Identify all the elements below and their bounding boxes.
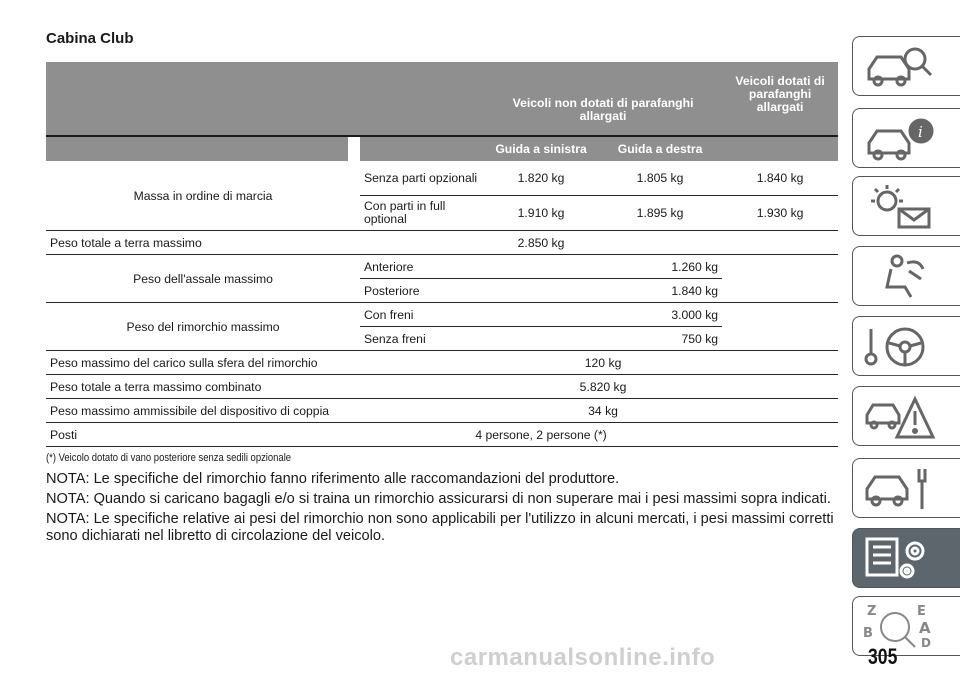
cell-value: 1.910 kg: [484, 196, 598, 231]
row-label-kerb-mass: Massa in ordine di marcia: [46, 161, 360, 231]
tab-car-search[interactable]: [852, 36, 960, 96]
cell-value: 120 kg: [484, 351, 722, 375]
cell-value: 5.820 kg: [484, 375, 722, 399]
seat-airbag-icon: [863, 253, 937, 301]
svg-text:B: B: [863, 626, 873, 641]
table-row: [46, 231, 838, 255]
row-label-trailer: Peso del rimorchio massimo: [46, 303, 360, 351]
car-wrench-icon: [863, 465, 937, 513]
cell-value: 1.805 kg: [598, 161, 722, 196]
weights-table: [46, 62, 838, 447]
cell-value: 2.850 kg: [360, 231, 722, 255]
table-header-row: [46, 62, 838, 136]
car-warning-triangle-icon: [863, 393, 937, 441]
row-label-seats: Posti: [46, 423, 360, 447]
tab-starting-driving[interactable]: [852, 316, 960, 376]
tab-car-info[interactable]: [852, 108, 960, 168]
page-content: [46, 30, 838, 545]
svg-text:Z: Z: [867, 604, 877, 619]
tab-safety[interactable]: [852, 246, 960, 306]
svg-text:i: i: [918, 123, 923, 141]
car-search-icon: [863, 43, 937, 91]
header-right-hand-drive: Guida a destra: [598, 136, 722, 161]
row-label-gcw: Peso totale a terra massimo combinato: [46, 375, 484, 399]
tab-specifications[interactable]: [852, 528, 960, 588]
note-paragraph: NOTA: Le specifiche relative ai pesi del rimorchio non sono applicabili per l'utilizzo in alcuni mercati, i pesi massimi corretti sono dichiarati nel libretto di circolazione del veicolo.: [46, 511, 834, 544]
table-row: [46, 303, 838, 327]
cell-value: 1.930 kg: [722, 196, 838, 231]
row-label-gvw: Peso totale a terra massimo: [46, 231, 360, 255]
cell-value: 34 kg: [484, 399, 722, 423]
table-row: [46, 399, 838, 423]
cell-value: 1.840 kg: [484, 279, 722, 303]
notes: [46, 471, 838, 545]
cell-value: 3.000 kg: [484, 303, 722, 327]
header-left-hand-drive: Guida a sinistra: [484, 136, 598, 161]
cell-value: 1.820 kg: [484, 161, 598, 196]
cell-value: 4 persone, 2 persone (*): [360, 423, 722, 447]
tab-emergency[interactable]: [852, 386, 960, 446]
table-row: [46, 375, 838, 399]
cell-value: 1.895 kg: [598, 196, 722, 231]
sub-label-no-options: Senza parti opzionali: [360, 161, 484, 196]
sub-label-rear: Posteriore: [360, 279, 484, 303]
svg-text:D: D: [921, 636, 931, 650]
page-number: 305: [868, 644, 898, 669]
row-label-axle: Peso dell'assale massimo: [46, 255, 360, 303]
warning-light-message-icon: [863, 183, 937, 231]
svg-text:A: A: [919, 619, 931, 637]
tab-maintenance[interactable]: [852, 458, 960, 518]
note-paragraph: NOTA: Le specifiche del rimorchio fanno riferimento alle raccomandazioni del produttore.: [46, 471, 620, 487]
table-row: [46, 423, 838, 447]
sub-label-front: Anteriore: [360, 255, 484, 279]
table-row: [46, 161, 838, 196]
sub-label-full-options: Con parti in full optional: [360, 196, 484, 231]
specifications-gear-icon: [863, 535, 937, 583]
header-widened-fenders: Veicoli dotati di parafanghi allargati: [722, 62, 838, 136]
tab-warning-lights[interactable]: [852, 176, 960, 236]
sub-label-braked: Con freni: [360, 303, 484, 327]
footnote: (*) Veicolo dotato di vano posteriore senza sedili opzionale: [46, 452, 292, 464]
cell-value: 1.840 kg: [722, 161, 838, 196]
cell-value: 1.260 kg: [484, 255, 722, 279]
row-label-coupling: Peso massimo ammissibile del dispositivo di coppia: [46, 399, 484, 423]
header-not-widened-fenders: Veicoli non dotati di parafanghi allargati: [484, 62, 722, 136]
cell-value: 750 kg: [484, 327, 722, 351]
note-paragraph: NOTA: Quando si caricano bagagli e/o si traina un rimorchio assicurarsi di non superare mai i pesi massimi sopra indicati.: [46, 491, 831, 507]
key-steering-wheel-icon: [863, 323, 937, 371]
svg-text:E: E: [917, 604, 926, 619]
car-info-icon: [863, 115, 937, 163]
sub-label-unbraked: Senza freni: [360, 327, 484, 351]
table-subheader-row: [46, 136, 838, 161]
table-row: [46, 255, 838, 279]
row-label-ball-load: Peso massimo del carico sulla sfera del rimorchio: [46, 351, 484, 375]
table-row: [46, 351, 838, 375]
watermark: carmanualsonline.info: [450, 644, 716, 671]
section-title: Cabina Club: [46, 30, 134, 47]
